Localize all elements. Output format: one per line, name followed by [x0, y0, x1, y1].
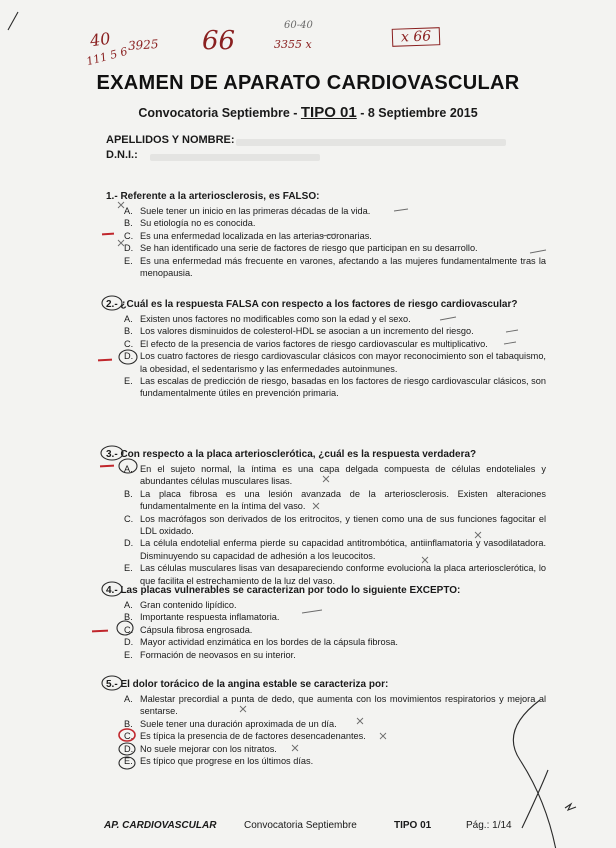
cross-mark [118, 202, 124, 208]
option-letter: C. [124, 338, 134, 349]
cross-mark [380, 733, 386, 739]
option-text: El efecto de la presencia de varios factores de riesgo cardiovascular es multiplicativo. [140, 338, 488, 349]
subtitle-prefix: Convocatoria Septiembre - [138, 106, 301, 120]
circle-question-5 [102, 676, 122, 690]
dni-label: D.N.I.: [106, 149, 138, 161]
check-mark [506, 330, 518, 332]
option-letter: C. [124, 230, 134, 241]
option-letter: C. [124, 731, 134, 742]
option-text: Se han identificado una serie de factores de riesgo que participan en su desarrollo. [140, 243, 478, 254]
option-text: Gran contenido lipídico. [140, 600, 237, 610]
check-mark [440, 317, 456, 320]
option-text: Suele tener un inicio en las primeras décadas de la vida. [140, 206, 371, 216]
name-label: APELLIDOS Y NOMBRE: [106, 134, 235, 146]
option-text: Es una enfermedad localizada en las arterias coronarias. [140, 230, 372, 241]
circle-question-4 [102, 582, 122, 596]
option-text: Cápsula fibrosa engrosada. [140, 624, 253, 635]
option-text: Los cuatro factores de riesgo cardiovascular clásicos con mayor reconocimiento son el tabaquismo, la obesidad, el sedentarismo y las enfermedades autoinmunes. [140, 351, 546, 374]
question-stem: 2.- ¿Cuál es la respuesta FALSA con respecto a los factores de riesgo cardiovascular? [106, 299, 518, 310]
option-letter: E. [124, 649, 133, 660]
option-letter: D. [124, 637, 134, 648]
cross-mark [240, 706, 246, 712]
cross-mark [313, 503, 319, 509]
check-mark [302, 610, 322, 613]
handwritten-score-left: 40 [88, 28, 112, 51]
option-text: Su etiología no es conocida. [140, 218, 256, 229]
option-text: Es una enfermedad más frecuente en varones, afectando a las mujeres fundamentalmente tras la menopausia. [140, 255, 546, 279]
circle-question-3 [101, 446, 123, 460]
circle-answer-3b [119, 459, 137, 473]
footer-session: Convocatoria Septiembre [244, 820, 357, 831]
option-letter: C. [124, 624, 134, 635]
cross-mark [475, 532, 481, 538]
subtitle-tipo: TIPO 01 [300, 104, 357, 121]
option-letter: D. [124, 538, 134, 549]
option-letter: B. [124, 718, 133, 729]
handwritten-score-note: 3925 [127, 36, 159, 54]
footer-course: AP. CARDIOVASCULAR [104, 820, 217, 831]
circle-answer-5d [119, 743, 135, 755]
option-letter: A. [124, 600, 133, 610]
option-text: En el sujeto normal, la íntima es una capa delgada compuesta de células endoteliales y abundantes células musculares lisas. [140, 464, 546, 487]
option-letter: C. [124, 513, 134, 524]
cross-mark [292, 745, 298, 751]
option-text: Es típica la presencia de de factores desencadenantes. [140, 731, 366, 742]
option-text: Suele tener una duración aproximada de un día. [140, 718, 337, 729]
circle-question-2 [102, 296, 122, 310]
option-text: No suele mejorar con los nitratos. [140, 743, 277, 754]
option-text: Las células musculares lisas van desapareciendo conforme evoluciona la placa arteriosclerótica, lo que facilita el estrechamiento de la luz del vaso. [140, 563, 546, 586]
option-text: Los valores disminuidos de colesterol-HDL se asocian a un incremento del riesgo. [140, 326, 474, 337]
subtitle-date: - 8 Septiembre 2015 [356, 106, 478, 120]
handwritten-box-note: x 66 [392, 27, 441, 47]
handwritten-score-big: 66 [202, 26, 236, 56]
handwritten-left-small: 111 5 6 [85, 44, 129, 69]
check-mark [322, 234, 336, 236]
option-text: Mayor actividad enzimática en los bordes de la cápsula fibrosa. [140, 637, 398, 648]
question-stem: 4.- Las placas vulnerables se caracterizan por todo lo siguiente EXCEPTO: [106, 585, 461, 596]
option-letter: A. [124, 464, 133, 474]
option-letter: B. [124, 488, 133, 499]
circle-answer-2d [119, 350, 137, 364]
option-text: Formación de neovasos en su interior. [140, 649, 296, 660]
pen-stroke-right-2 [513, 700, 556, 848]
option-letter: B. [124, 326, 133, 337]
cross-mark [118, 240, 124, 246]
slash-mark [8, 12, 18, 30]
pen-stroke-bottom [565, 804, 576, 810]
option-letter: E. [124, 376, 133, 387]
footer-tipo: TIPO 01 [394, 820, 432, 831]
option-text: Los macrófagos son derivados de los eritrocitos, y tienen como una de sus funciones fagocitar el LDL oxidado. [140, 513, 546, 537]
option-text: La célula endotelial enferma pierde su capacidad antitrombótica, antiinflamatoria y vasodilatadora. Disminuyendo su capacidad de adhesión a los leucocitos. [140, 538, 546, 561]
question-stem: 5.- El dolor torácico de la angina estable se caracteriza por: [106, 679, 389, 690]
exam-title: EXAMEN DE APARATO CARDIOVASCULAR [96, 72, 520, 94]
check-mark [530, 250, 546, 253]
option-text: Importante respuesta inflamatoria. [140, 612, 280, 623]
option-letter: B. [124, 612, 133, 623]
option-text: Malestar precordial a punta de dedo, que aumenta con los movimientos respiratorios y mejora al sentarse. [140, 694, 546, 717]
handwritten-top-note: 60-40 [284, 20, 313, 31]
option-letter: A. [124, 314, 133, 324]
check-mark [394, 209, 408, 211]
option-text: Las escalas de predicción de riesgo, basadas en los factores de riesgo cardiovascular clásicos, son fundamentalmente útiles en prevención primaria. [140, 376, 546, 399]
cross-mark [357, 718, 363, 724]
option-letter: D. [124, 351, 134, 362]
question-stem: 1.- Referente a la arteriosclerosis, es FALSO: [106, 191, 320, 202]
question-stem: 3.- Con respecto a la placa arteriosclerótica, ¿cuál es la respuesta verdadera? [106, 449, 477, 460]
option-letter: E. [124, 255, 133, 266]
pen-stroke-right [522, 770, 548, 828]
footer-page: Pág.: 1/14 [466, 820, 512, 831]
circle-answer-4c [117, 621, 133, 635]
option-letter: E. [124, 756, 133, 767]
option-text: La placa fibrosa es una lesión avanzada de la arteriosclerosis. Existen alteraciones fundamentalmente en la íntima del vaso. [140, 488, 546, 512]
cross-mark [422, 557, 428, 563]
option-text: Existen unos factores no modificables como son la edad y el sexo. [140, 314, 411, 324]
option-letter: B. [124, 218, 133, 229]
option-letter: A. [124, 694, 133, 704]
circle-answer-5e [119, 757, 135, 769]
check-mark [504, 342, 516, 344]
option-letter: D. [124, 243, 134, 254]
option-letter: A. [124, 206, 133, 216]
cross-mark [323, 476, 329, 482]
option-letter: D. [124, 743, 134, 754]
red-circle-answer-5c [119, 729, 135, 741]
option-text: Es típico que progrese en los últimos días. [140, 756, 314, 767]
handwritten-mid-note: 3355 x [274, 38, 312, 51]
option-letter: E. [124, 563, 133, 574]
